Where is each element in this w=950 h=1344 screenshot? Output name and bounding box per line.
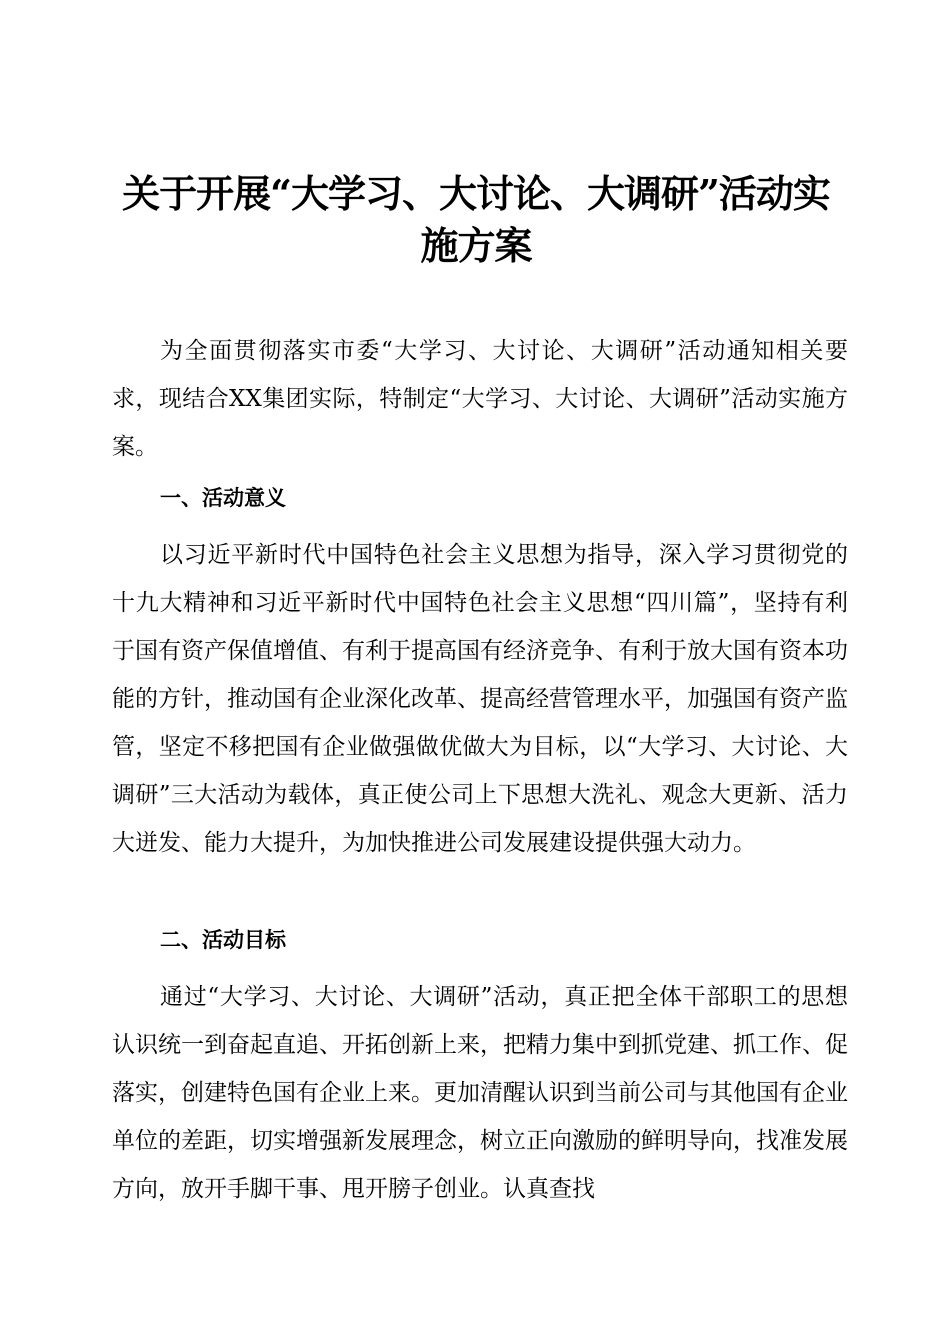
intro-paragraph: 为全面贯彻落实市委“大学习、大讨论、大调研”活动通知相关要求，现结合XX集团实际，特制定“大学习、大讨论、大调研”活动实施方案。 <box>112 338 848 460</box>
section-heading-significance: 一、活动意义 <box>160 486 286 510</box>
section-paragraph-significance: 以习近平新时代中国特色社会主义思想为指导，深入学习贯彻党的十九大精神和习近平新时代中国特色社会主义思想“四川篇”，坚持有利于国有资产保值增值、有利于提高国有经济竞争、有利于放大国有资本功能的方针，推动国有企业深化改革、提高经营管理水平，加强国有资产监管，坚定不移把国有企业做强做优做大为目标，以“大学习、大讨论、大调研”三大活动为载体，真正使公司上下思想大洗礼、观念大更新、活力大迸发、能力大提升，为加快推进公司发展建设提供强大动力。 <box>112 542 848 856</box>
document-title: 关于开展“大学习、大讨论、大调研”活动实施方案 <box>122 171 830 268</box>
section-heading-goals: 二、活动目标 <box>160 928 286 952</box>
section-paragraph-goals: 通过“大学习、大讨论、大调研”活动，真正把全体干部职工的思想认识统一到奋起直追、开拓创新上来，把精力集中到抓党建、抓工作、促落实，创建特色国有企业上来。更加清醒认识到当前公司与其他国有企业单位的差距，切实增强新发展理念，树立正向激励的鲜明导向，找准发展方向，放开手脚干事、甩开膀子创业。认真查找 <box>112 984 848 1202</box>
